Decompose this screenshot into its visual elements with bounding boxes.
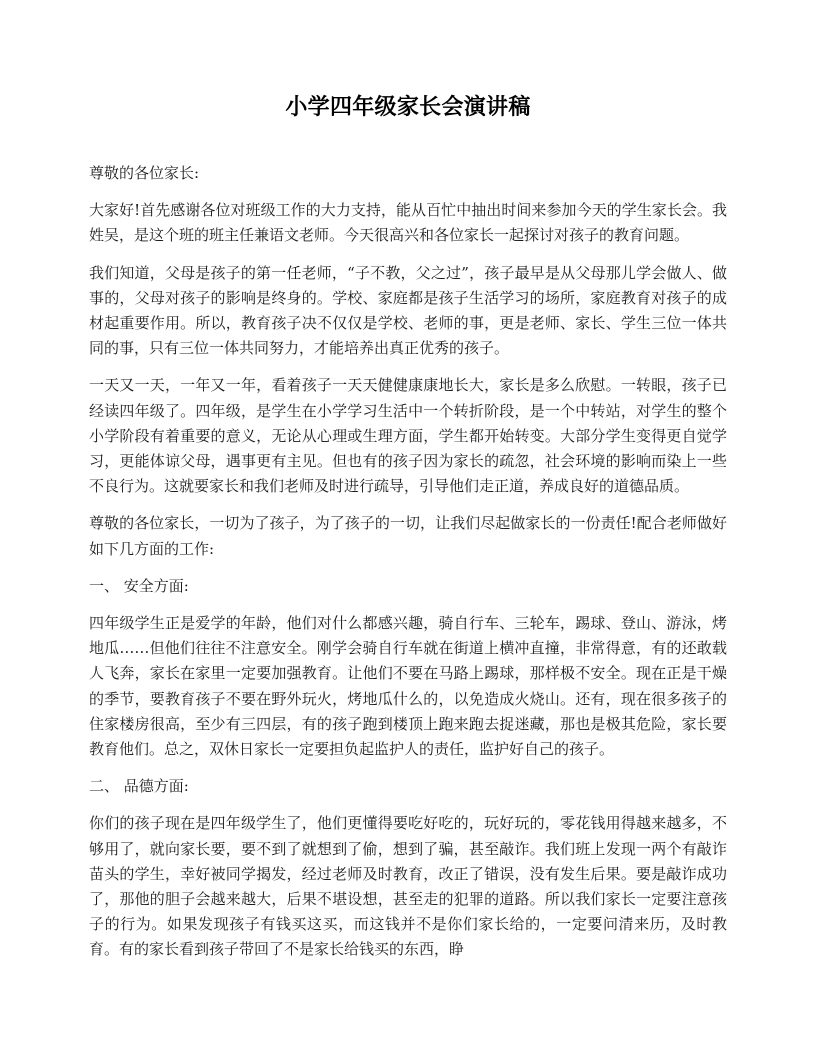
paragraph-opening: 大家好!首先感谢各位对班级工作的大力支持，能从百忙中抽出时间来参加今天的学生家长会。我姓吴，是这个班的班主任兼语文老师。今天很高兴和各位家长一起探讨对孩子的教育问题。 [89,201,727,245]
paragraph-morality-body: 你们的孩子现在是四年级学生了，他们更懂得要吃好吃的，玩好玩的，零花钱用得越来越多，不够用了，就向家长要，要不到了就想到了偷，想到了骗，甚至敲诈。我们班上发现一两个有敲诈苗头的学生，幸好被同学揭发，经过老师及时教育，改正了错误，没有发生后果。要是敲诈成功了，那他的胆子会越来越大，后果不堪设想，甚至走的犯罪的道路。所以我们家长一定要注意孩子的行为。如果发现孩子有钱买这买，而这钱并不是你们家长给的，一定要问清来历，及时教育。有的家长看到孩子带回了不是家长给钱买的东西，睁 [89,814,727,959]
section-heading-morality: 二、 品德方面: [89,777,189,796]
paragraph-grade-four-turning-point: 一天又一天，一年又一年，看着孩子一天天健健康康地长大，家长是多么欣慰。一转眼，孩子已经读四年级了。四年级，是学生在小学学习生活中一个转折阶段，是一个中转站，对学生的整个小学阶段有着重要的意义，无论从心理或生理方面，学生都开始转变。大部分学生变得更自觉学习，更能体谅父母，遇事更有主见。但也有的孩子因为家长的疏忽，社会环境的影响而染上一些不良行为。这就要家长和我们老师及时进行疏导，引导他们走正道，养成良好的道德品质。 [89,376,727,496]
document-body [89,123,727,963]
paragraph-safety-body: 四年级学生正是爱学的年龄，他们对什么都感兴趣，骑自行车、三轮车，踢球、登山、游泳，烤地瓜……但他们往往不注意安全。刚学会骑自行车就在街道上横冲直撞，非常得意，有的还敢载人飞奔，家长在家里一定要加强教育。让他们不要在马路上踢球，那样极不安全。现在正是干燥的季节，要教育孩子不要在野外玩火，烤地瓜什么的，以免造成火烧山。还有，现在很多孩子的住家楼房很高，至少有三四层，有的孩子跑到楼顶上跑来跑去捉迷藏，那也是极其危险，家长要教育他们。总之，双休日家长一定要担负起监护人的责任，监护好自己的孩子。 [89,614,727,759]
page-title: 小学四年级家长会演讲稿 [285,95,531,120]
section-heading-safety: 一、 安全方面: [89,576,189,595]
page-content-area [89,0,727,963]
paragraph-salutation: 尊敬的各位家长: [89,164,200,182]
paragraph-parents-first-teacher: 我们知道，父母是孩子的第一任老师，“子不教，父之过”，孩子最早是从父母那儿学会做人、做事的，父母对孩子的影响是终身的。学校、家庭都是孩子生活学习的场所，家庭教育对孩子的成材起重要作用。所以，教育孩子决不仅仅是学校、老师的事，更是老师、家长、学生三位一体共同的事，只有三位一体共同努力，才能培养出真正优秀的孩子。 [89,263,727,358]
paragraph-call-to-cooperate: 尊敬的各位家长，一切为了孩子，为了孩子的一切，让我们尽起做家长的一份责任!配合老师做好如下几方面的工作: [89,514,727,558]
